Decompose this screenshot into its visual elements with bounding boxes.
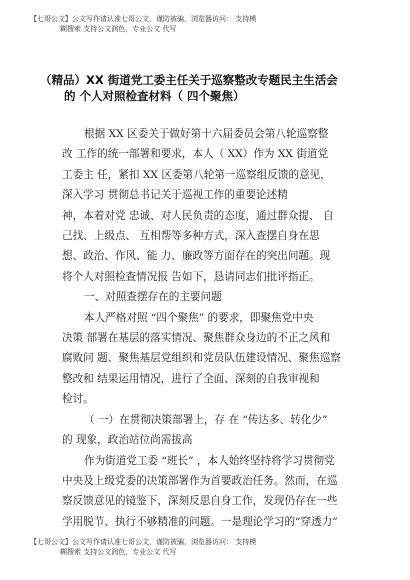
body-line: 想、政治、作风、能 力、廉政等方面存在的突出问题。现 xyxy=(62,250,331,263)
footer-line-1: 【七哥公文】公文写作请认准七哥公文，谨防被骗，浏览器访问： 支持模 xyxy=(30,538,257,546)
body-line: 工委主 任，紧扣 XX 区委第八轮第一巡察组反馈的意见， xyxy=(62,168,331,181)
title-line-1: （精品）XX 街道党工委主任关于巡察整改专题民主生活会 xyxy=(40,73,338,87)
subsection-heading: （ 一）在贯彻决策部署上，存 在 “传达多、转化少” xyxy=(84,413,328,426)
body-line: 整改和 结果运用情况，进行了全面、深刻的自我审视和 xyxy=(62,372,320,385)
document-title xyxy=(40,72,375,104)
body-line: 深入学习 贯彻总书记关于巡视工作的重要论述精 xyxy=(62,189,288,202)
body-line: 检讨。 xyxy=(62,393,94,406)
header-line-1: 【七哥公文】公文写作请认准七哥公文，谨防被骗，浏览器访问： 支持模 xyxy=(30,15,257,23)
body-line: 根据 XX 区委关于做好第十六届委员会第八轮巡察整 xyxy=(84,128,329,140)
document-body xyxy=(62,124,384,532)
body-line: 作为街道党工委 “班长” ，本人始终坚持将学习贯彻党 xyxy=(84,454,335,467)
body-line: 学用脱节、执行不够精准的问题。一是理论学习的“穿透力” xyxy=(62,515,338,528)
page-footer-watermark xyxy=(30,537,390,557)
page-header-watermark xyxy=(30,14,390,34)
body-line: 中央及上级党委的决策部署作为首要政治任务。然而，在巡 xyxy=(62,474,338,487)
body-line: 决策 部署在基层的落实情况、聚焦群众身边的不正之风和 xyxy=(62,332,331,345)
footer-line-2: 糊搜索 支持公文润色，专业公文 代写 xyxy=(60,548,177,556)
body-line: 腐败问 题、聚焦基层党组织和党员队伍建设情况、聚焦巡察 xyxy=(62,352,341,365)
title-line-2: 的 个人对照检查材料（ 四个聚焦） xyxy=(64,89,245,103)
section-heading: 一、对照查摆存在的主要问题 xyxy=(84,291,222,304)
header-line-2: 糊搜索 支持公文润色，专业公文 代写 xyxy=(60,25,177,33)
body-line: 神，本着对党 忠诚、对人民负责的态度，通过群众提、 自 xyxy=(62,209,334,222)
body-line: 本人严格对照 “四个聚焦” 的要求，即聚焦党中央 xyxy=(84,311,314,324)
body-line: 将个人对照检查情况报 告如下，恳请同志们批评指正。 xyxy=(62,270,320,283)
body-line: 改 工作的统一部署和要求，本人（ XX）作为 XX 街道党 xyxy=(62,148,329,161)
body-line: 己找、上级点、 互相帮等多种方式，深入查摆自身在思 xyxy=(62,230,320,243)
subsection-heading-cont: 的 现象，政治站位尚需拔高 xyxy=(62,434,193,447)
body-line: 察反馈意见的镜鉴下，深刻反思自身工作，发现仍存在一些 xyxy=(62,495,338,508)
